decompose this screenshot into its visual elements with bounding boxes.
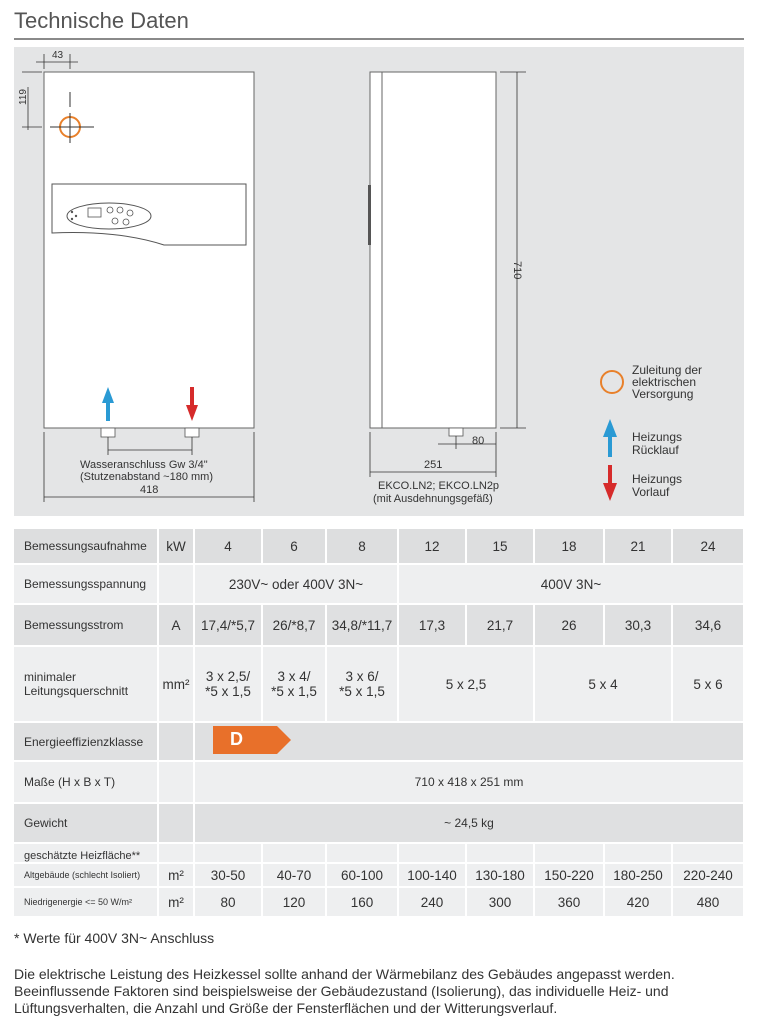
energy-label: Energieeffizienzklasse — [14, 722, 158, 761]
row-area-low — [14, 887, 744, 917]
area-low-value: 360 — [534, 887, 604, 917]
cross-label-2: Leitungsquerschnitt — [24, 684, 129, 698]
legend-electric-3: Versorgung — [632, 387, 694, 401]
water-connection-text-1: Wasseranschluss Gw 3/4" — [80, 459, 208, 471]
power-value: 12 — [398, 529, 466, 564]
cross-value: 5 x 6 — [672, 646, 744, 722]
current-value: 30,3 — [604, 604, 672, 646]
power-value: 6 — [262, 529, 326, 564]
weight-label: Gewicht — [14, 803, 158, 843]
area-label: geschätzte Heizfläche** — [14, 843, 158, 863]
area-low-label: Niedrigenergie <= 50 W/m² — [14, 887, 158, 917]
area-low-value: 480 — [672, 887, 744, 917]
boiler-front-body — [44, 72, 254, 428]
voltage-label: Bemessungsspannung — [14, 564, 158, 604]
current-value: 17,3 — [398, 604, 466, 646]
row-cross-section — [14, 646, 744, 722]
energy-class-value: D — [230, 729, 243, 749]
cross-value: 5 x 2,5 — [398, 646, 534, 722]
energy-class-badge — [213, 726, 291, 754]
power-value: 24 — [672, 529, 744, 564]
row-current — [14, 604, 744, 646]
specs-table — [14, 529, 745, 918]
power-value: 4 — [194, 529, 262, 564]
area-low-value: 80 — [194, 887, 262, 917]
area-low-value: 300 — [466, 887, 534, 917]
current-value: 26 — [534, 604, 604, 646]
model-text-1: EKCO.LN2; EKCO.LN2p — [378, 480, 500, 492]
cross-unit: mm² — [158, 646, 194, 722]
boiler-side-body — [370, 72, 496, 428]
area-old-value: 100-140 — [398, 863, 466, 887]
dim-80: 80 — [472, 435, 485, 447]
model-text-2: (mit Ausdehnungsgefäß) — [373, 493, 493, 505]
area-low-value: 120 — [262, 887, 326, 917]
current-label: Bemessungsstrom — [14, 604, 158, 646]
weight-value: ~ 24,5 kg — [194, 803, 744, 843]
current-unit: A — [158, 604, 194, 646]
row-dimensions — [14, 761, 744, 803]
power-value: 21 — [604, 529, 672, 564]
dim-43: 43 — [52, 50, 64, 61]
row-weight — [14, 803, 744, 843]
legend-return-1: Heizungs — [632, 430, 683, 444]
current-value: 34,6 — [672, 604, 744, 646]
cross-value: *5 x 1,5 — [271, 684, 317, 699]
area-old-value: 130-180 — [466, 863, 534, 887]
voltage-left: 230V~ oder 400V 3N~ — [194, 564, 398, 604]
area-old-value: 30-50 — [194, 863, 262, 887]
current-value: 21,7 — [466, 604, 534, 646]
area-old-label: Altgebäude (schlecht Isoliert) — [14, 863, 158, 887]
title-rule — [14, 38, 744, 40]
legend-flow-2: Vorlauf — [632, 485, 670, 499]
cross-value: 3 x 2,5/ — [205, 669, 251, 684]
technical-drawing — [14, 47, 744, 516]
footnote: * Werte für 400V 3N~ Anschluss — [14, 930, 215, 946]
area-old-value: 60-100 — [326, 863, 398, 887]
row-area-old — [14, 863, 744, 887]
cross-value: 3 x 4/ — [277, 669, 311, 684]
voltage-right: 400V 3N~ — [398, 564, 744, 604]
legend-flow-1: Heizungs — [632, 472, 683, 486]
dim-418: 418 — [140, 484, 159, 496]
area-low-value: 160 — [326, 887, 398, 917]
legend-flow-icon — [603, 465, 617, 501]
current-value: 17,4/*5,7 — [194, 604, 262, 646]
dims-label: Maße (H x B x T) — [14, 761, 158, 803]
power-value: 8 — [326, 529, 398, 564]
area-old-value: 150-220 — [534, 863, 604, 887]
dims-value: 710 x 418 x 251 mm — [194, 761, 744, 803]
current-value: 34,8/*11,7 — [326, 604, 398, 646]
row-energy-class — [14, 722, 744, 761]
page-title: Technische Daten — [14, 8, 189, 33]
dim-251: 251 — [424, 459, 443, 471]
dim-710: 710 — [511, 261, 523, 280]
legend-electric-icon — [601, 371, 623, 393]
cross-value: 5 x 4 — [534, 646, 672, 722]
area-old-value: 220-240 — [672, 863, 744, 887]
cross-label-1: minimaler — [24, 670, 77, 684]
area-low-value: 420 — [604, 887, 672, 917]
cross-value: *5 x 1,5 — [205, 684, 251, 699]
power-label: Bemessungsaufnahme — [14, 529, 158, 564]
power-value: 18 — [534, 529, 604, 564]
cross-value: *5 x 1,5 — [339, 684, 385, 699]
dim-119: 119 — [18, 89, 29, 105]
legend-electric-1: Zuleitung der — [632, 363, 703, 377]
row-area-title — [14, 843, 744, 863]
legend-return-icon — [603, 419, 617, 457]
area-old-value: 40-70 — [262, 863, 326, 887]
description-paragraph: Die elektrische Leistung des Heizkessel sollte anhand der Wärmebilanz des Gebäudes angepasst werden. Beeinflussende Faktoren sind beispielsweise der Gebäudezustand (Isolierung), das individuelle Heiz- und Lüftungsverhalten, die Anzahl und Größe der Fensterflächen und der Witterungsverlauf. — [14, 966, 675, 1016]
area-old-value: 180-250 — [604, 863, 672, 887]
area-low-value: 240 — [398, 887, 466, 917]
legend-return-2: Rücklauf — [632, 443, 679, 457]
row-power — [14, 529, 744, 564]
cross-value: 3 x 6/ — [345, 669, 379, 684]
drawing-svg — [14, 47, 744, 516]
area-old-unit: m² — [158, 863, 194, 887]
area-low-unit: m² — [158, 887, 194, 917]
water-connection-text-2: (Stutzenabstand ~180 mm) — [80, 471, 213, 483]
row-voltage — [14, 564, 744, 604]
power-unit: kW — [158, 529, 194, 564]
current-value: 26/*8,7 — [262, 604, 326, 646]
power-value: 15 — [466, 529, 534, 564]
legend-electric-2: elektrischen — [632, 375, 697, 389]
